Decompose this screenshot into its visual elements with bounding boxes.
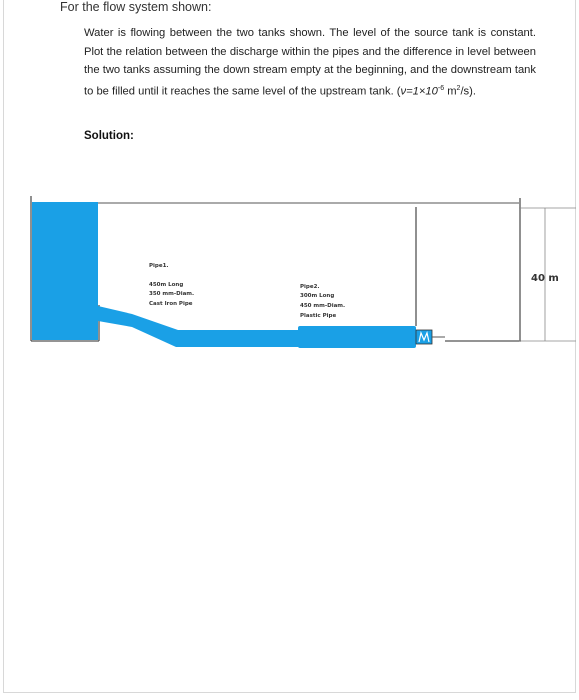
pipe1-label-line2: 450m Long xyxy=(149,282,184,288)
viscosity-unit-exponent: 2 xyxy=(456,84,461,92)
level-difference-label: 40 m xyxy=(531,273,559,284)
pipe1-label-line3: 350 mm-Diam. xyxy=(149,291,195,297)
pipe2 xyxy=(298,326,416,348)
viscosity-exponent: -6 xyxy=(437,84,445,92)
viscosity-tail: /s). xyxy=(460,85,476,98)
pipe2-label-line3: 450 mm-Diam. xyxy=(300,303,346,309)
problem-statement xyxy=(84,24,536,101)
pipe2-label-line1: Pipe2. xyxy=(300,284,320,290)
page-header: For the flow system shown: xyxy=(60,0,212,14)
pipe2-label-line2: 300m Long xyxy=(300,293,335,299)
pipe2-label-line4: Plastic Pipe xyxy=(300,313,337,319)
pipe-system-diagram xyxy=(0,180,579,380)
upstream-tank-water xyxy=(32,202,98,340)
pipe1-label-line1: Pipe1. xyxy=(149,263,169,269)
viscosity-expression: ν=1×10 xyxy=(400,85,438,98)
pipe1-label-line4: Cast Iron Pipe xyxy=(149,301,193,307)
pipe1 xyxy=(98,306,300,347)
solution-label: Solution: xyxy=(84,130,134,142)
problem-text: Water is flowing between the two tanks shown. The level of the source tank is constant. Plot the relation between the discharge within the pipes and the difference in level between the two tanks assuming the down stream empty at the beginning, and the downstream tank to be filled until it reaches the same level of the upstream tank. ( xyxy=(84,27,536,98)
valve-icon xyxy=(416,330,432,344)
viscosity-unit: m xyxy=(444,85,457,98)
